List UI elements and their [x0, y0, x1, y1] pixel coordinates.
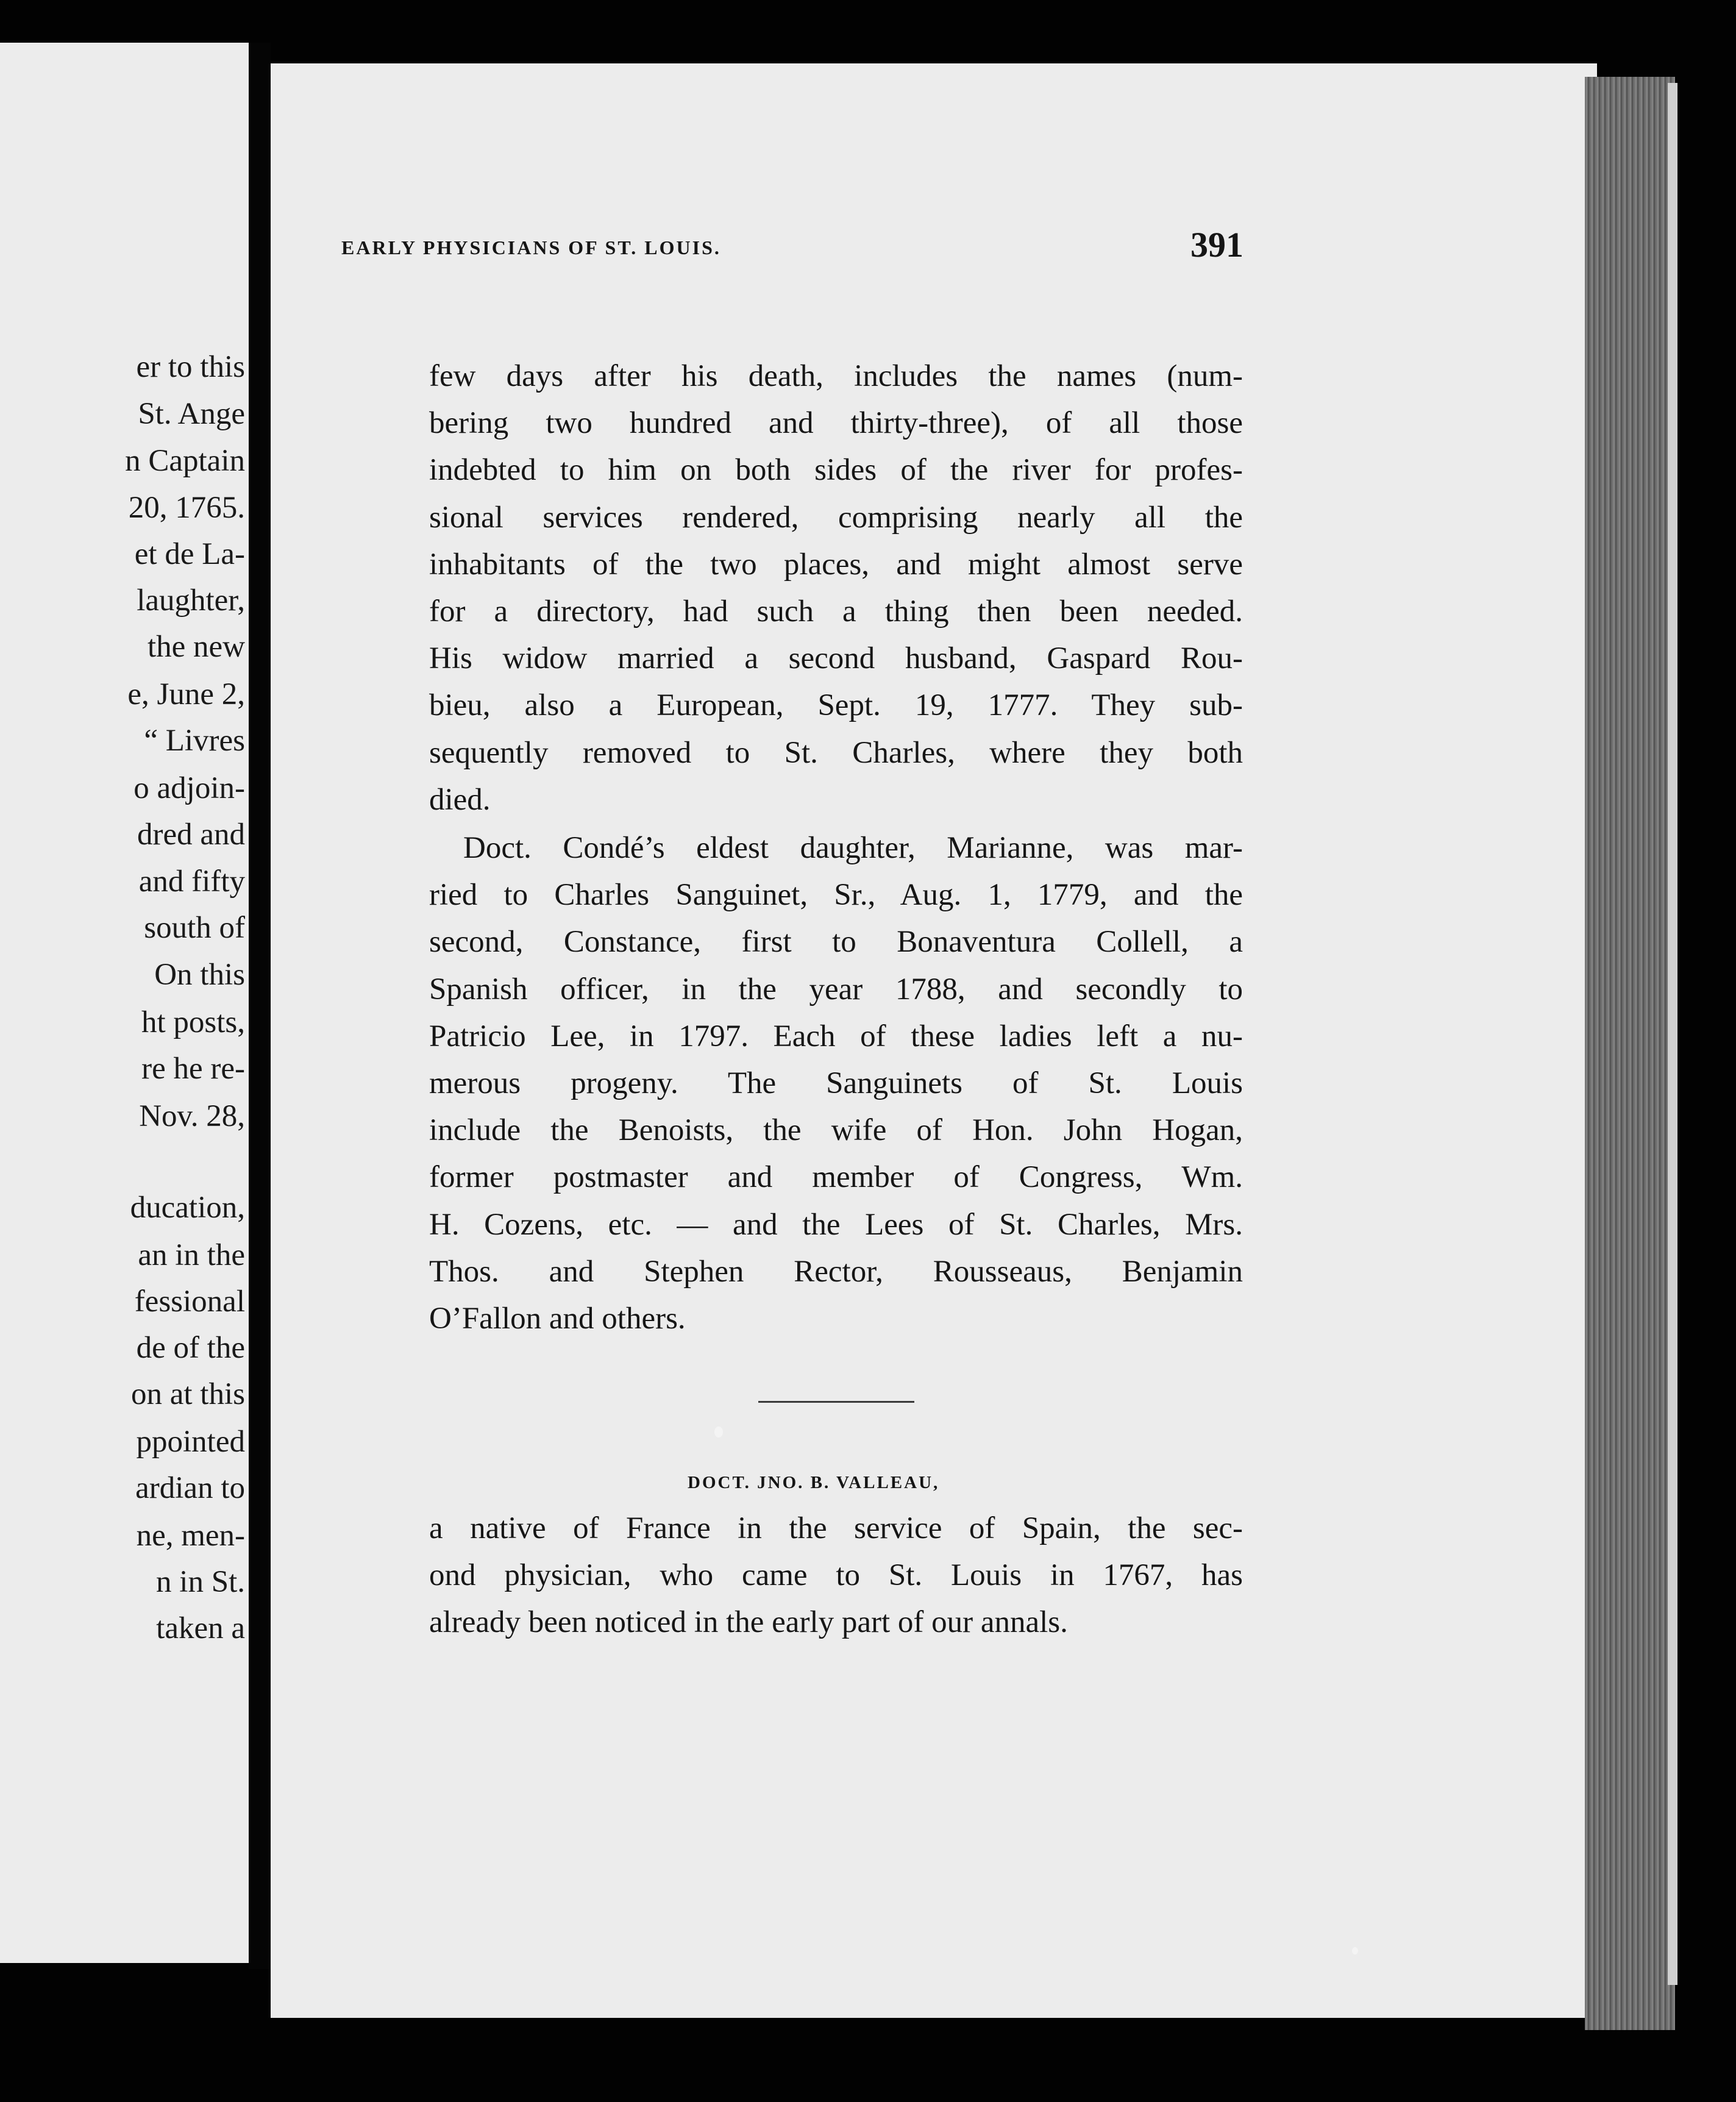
left-facing-page — [0, 43, 249, 1963]
left-page-line: Nov. 28, — [139, 1099, 245, 1133]
left-page-line: south of — [144, 911, 245, 945]
paragraph2-line: Doct. Condé’s eldest daughter, Marianne, was mar- — [463, 831, 1243, 865]
book-gutter — [249, 43, 271, 1969]
paper-speck — [1352, 1947, 1358, 1954]
left-page-line: de of the — [136, 1331, 245, 1365]
paragraph2-line: former postmaster and member of Congress, Wm. — [429, 1160, 1243, 1195]
left-page-line: an in the — [138, 1238, 245, 1272]
left-page-line: the new — [147, 630, 245, 664]
page-number: 391 — [1190, 225, 1243, 265]
paragraph1-line: sional services rendered, comprising nearly all the — [429, 500, 1243, 535]
paragraph2-line: ried to Charles Sanguinet, Sr., Aug. 1, 1779, and the — [429, 878, 1243, 913]
left-page-line: ht posts, — [141, 1005, 245, 1039]
section.lines-line: ond physician, who came to St. Louis in 1767, has — [429, 1558, 1243, 1593]
paragraph2-line: second, Constance, first to Bonaventura Collell, a — [429, 925, 1243, 960]
page-edges — [1585, 77, 1675, 2030]
paragraph1-line: for a directory, had such a thing then been needed. — [429, 594, 1243, 629]
section-divider — [758, 1401, 914, 1403]
left-page-line: et de La- — [134, 537, 245, 571]
left-page-line: er to this — [136, 350, 245, 384]
left-page-line: ne, men- — [136, 1519, 245, 1553]
section.lines-line: already been noticed in the early part of our annals. — [429, 1605, 1068, 1640]
left-page-line: On this — [154, 958, 245, 992]
left-page-line: 20, 1765. — [128, 491, 245, 525]
paragraph2-line: include the Benoists, the wife of Hon. John Hogan, — [429, 1113, 1243, 1148]
paragraph1-line: His widow married a second husband, Gaspard Rou- — [429, 641, 1243, 676]
left-page-line: taken a — [156, 1611, 245, 1645]
left-page-line: on at this — [131, 1377, 245, 1411]
left-page-line: ppointed — [136, 1425, 245, 1459]
left-page-line: ducation, — [130, 1191, 245, 1225]
paragraph2-line: Thos. and Stephen Rector, Rousseaus, Benjamin — [429, 1254, 1243, 1289]
left-page-line: e, June 2, — [127, 677, 245, 711]
left-page-line: re he re- — [141, 1052, 245, 1086]
paragraph2-line: merous progeny. The Sanguinets of St. Louis — [429, 1066, 1243, 1100]
left-page-line: St. Ange — [138, 397, 245, 431]
running-title: EARLY PHYSICIANS OF ST. LOUIS. — [341, 237, 721, 258]
paragraph2-line: Spanish officer, in the year 1788, and secondly to — [429, 972, 1243, 1006]
paragraph1-line: sequently removed to St. Charles, where they both — [429, 735, 1243, 770]
paragraph1-line: died. — [429, 782, 491, 817]
paragraph2-line: H. Cozens, etc. — and the Lees of St. Charles, Mrs. — [429, 1207, 1243, 1242]
paragraph1-line: inhabitants of the two places, and might almost serve — [429, 547, 1243, 582]
left-page-line: fessional — [134, 1284, 245, 1319]
paragraph1-line: few days after his death, includes the names (num- — [429, 359, 1243, 393]
section-heading: DOCT. JNO. B. VALLEAU, — [688, 1473, 940, 1492]
left-page-line: n in St. — [156, 1565, 245, 1599]
page-edge-highlight — [1668, 83, 1677, 1985]
left-page-line: n Captain — [125, 444, 245, 478]
left-page-line: dred and — [137, 818, 245, 852]
left-page-line: laughter, — [137, 583, 245, 618]
paper-speck — [714, 1427, 723, 1438]
left-page-line: o adjoin- — [133, 771, 245, 805]
text-block — [429, 0, 1243, 2102]
paragraph1-line: bering two hundred and thirty-three), of all those — [429, 406, 1243, 441]
left-page-line: “ Livres — [144, 724, 245, 758]
paragraph2-line: Patricio Lee, in 1797. Each of these ladies left a nu- — [429, 1019, 1243, 1053]
left-page-line: and fifty — [138, 864, 245, 899]
left-page-line: ardian to — [135, 1471, 245, 1505]
paragraph2-line: O’Fallon and others. — [429, 1302, 686, 1336]
paragraph1-line: indebted to him on both sides of the river for profes- — [429, 453, 1243, 488]
section.lines-line: a native of France in the service of Spain, the sec- — [429, 1511, 1243, 1545]
paragraph1-line: bieu, also a European, Sept. 19, 1777. They sub- — [429, 688, 1243, 723]
